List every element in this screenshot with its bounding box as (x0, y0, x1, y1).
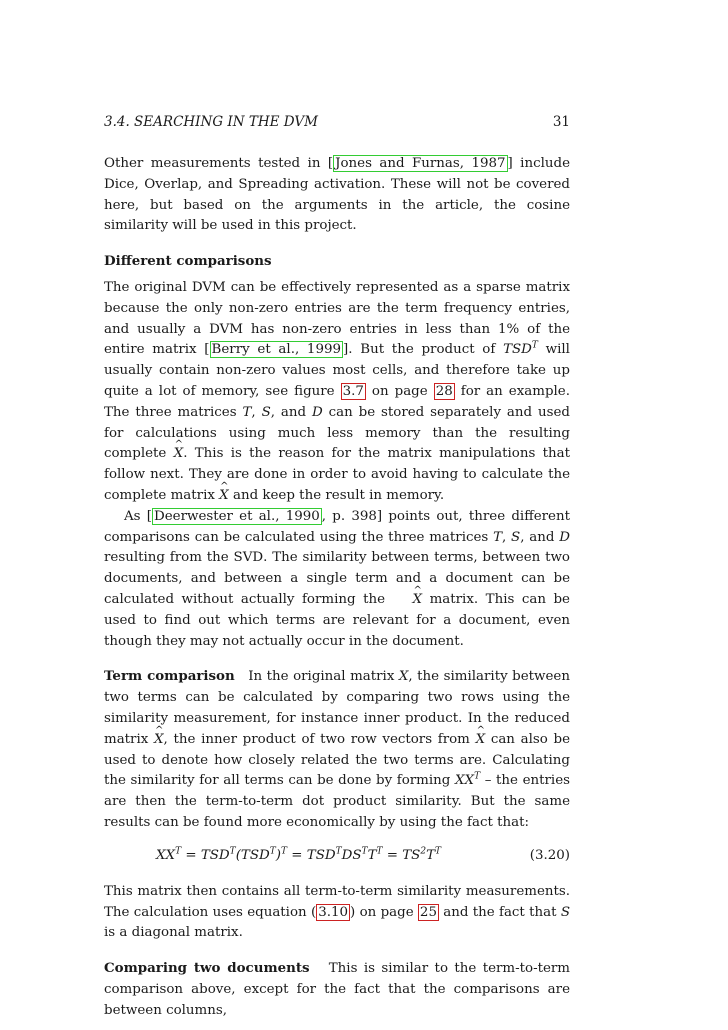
paragraph-deerwester: As [ Deerwester et al., 1990 , p. 398] points out, three different comparisons can be calculated using the three matrices T, S, and D resulting from the SVD. The similarity between terms, between two documents, and between a single term and a document can be calculated without actually forming the ^ X matrix. This can be used to find out which terms are relevant for a document, even though they may not actually occur in the document. (104, 507, 570, 653)
paragraph-after-equation: This matrix then contains all term-to-term similarity measurements. The calculation uses equation ( 3.10 ) on page 25 and the fact that S is a diagonal matrix. (104, 883, 570, 941)
runin-term-comparison: Term comparison (104, 668, 235, 685)
ref-equation-3-10[interactable]: 3.10 (318, 904, 349, 920)
ref-figure-3-7[interactable]: 3.7 (342, 383, 364, 399)
section-title: 3.4. SEARCHING IN THE DVM (104, 114, 318, 130)
ref-page-25[interactable]: 25 (419, 904, 437, 920)
paragraph-term-comparison: Term comparison In the original matrix X, the similarity between two terms can be calculated by comparing two rows using the similarity measurement, for instance inner product. In the reduced matrix ^ X, the inner product of two row vectors from ^ X can also be used to denote how closely related the two terms are. Calculating the similarity for all terms can be done by forming $XX^T$ – the entries are then the term-to-term dot product similarity. But the same results can be found more economically by using the fact that: (104, 666, 570, 833)
equation-number: (3.20) (529, 847, 570, 863)
paragraph-doc-comparison: Comparing two documents This is similar to the term-to-term comparison above, except for the fact that the comparisons are between columns, (104, 960, 570, 1018)
runin-comparing-documents: Comparing two documents (104, 960, 310, 977)
citation-deerwester[interactable]: Deerwester et al., 1990 (154, 508, 320, 524)
section-heading: Different comparisons (104, 253, 272, 270)
paragraph-original-dvm: The original DVM can be effectively represented as a sparse matrix because the only non-zero entries are the term frequency entries, and usually a DVM has non-zero entries in less than 1% of the entire matrix [ Berry et al., 1999 ]. But the product of $TSD^T$ will usually contain non-zero values most cells, and therefore take up quite a lot of memory, see figure 3.7 on page 28 for an example. The three matrices T, S, and D can be stored separately and used for calculations using much less memory than the resulting complete ^ X. This is the reason for the matrix manipulations that follow next. They are done in order to avoid having to calculate the complete matrix ^ X and keep the result in memory. (104, 278, 570, 507)
ref-page-28[interactable]: 28 (435, 383, 453, 399)
paragraph-measurements: Other measurements tested in [ Jones and Furnas, 1987 ] include Dice, Overlap, and Spreading activation. These will not be covered here, but based on the arguments in the article, the cosine similarity will be used in this project. (104, 156, 570, 234)
equation-3-20 (104, 842, 570, 872)
citation-jones-furnas[interactable]: Jones and Furnas, 1987 (335, 156, 506, 171)
running-head (104, 114, 570, 130)
section-title-sc: DVM (283, 114, 318, 130)
page-number: 31 (552, 114, 570, 130)
citation-berry[interactable]: Berry et al., 1999 (211, 342, 342, 358)
body-text (104, 154, 570, 1021)
equation-body: $XX^T = TSD^T(TSD^T)^T = TSD^TDS^TT^T = TS^2T^T$ (156, 846, 442, 863)
